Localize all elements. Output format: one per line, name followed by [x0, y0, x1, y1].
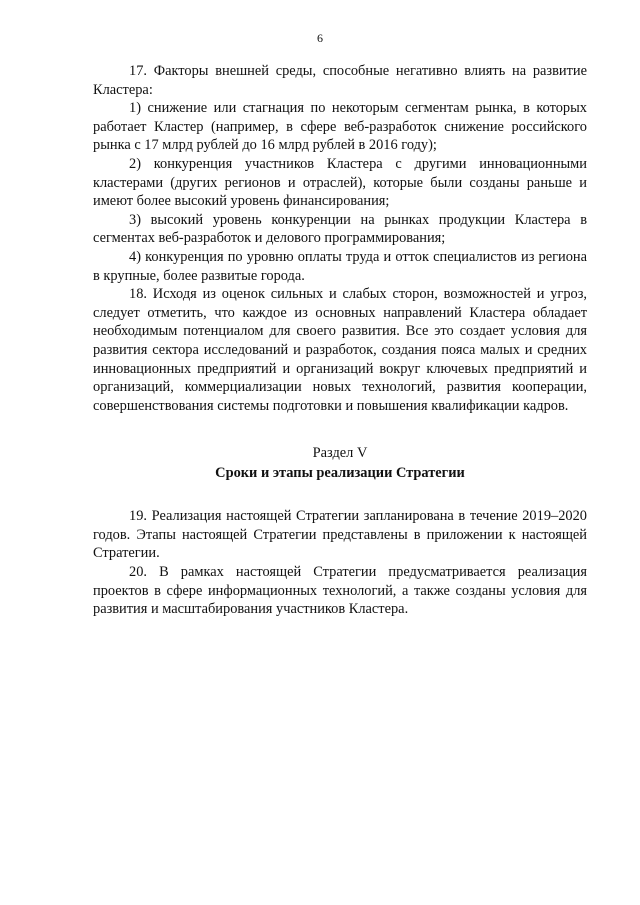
list-item-2: 2) конкуренция участников Кластера с другими инновационными кластерами (других регионов и отраслей), которые были созданы раньше и имеют более высокий уровень финансирования;: [93, 155, 587, 210]
list-item-1: 1) снижение или стагнация по некоторым сегментам рынка, в которых работает Кластер (например, в сфере веб-разработок снижение российского рынка с 17 млрд рублей до 16 млрд рублей в 2016 году);: [93, 100, 587, 154]
paragraph-20: 20. В рамках настоящей Стратегии предусматривается реализация проектов в сфере информационных технологий, а также созданы условия для развития и масштабирования участников Кластера.: [93, 564, 587, 618]
page-number: 6: [317, 31, 323, 45]
list-item-3: 3) высокий уровень конкуренции на рынках продукции Кластера в сегментах веб-разработок и делового программирования;: [93, 211, 587, 247]
section-label: Раздел V: [312, 445, 368, 462]
section-heading: [93, 443, 587, 483]
paragraph-17: 17. Факторы внешней среды, способные негативно влиять на развитие Кластера:: [93, 63, 587, 98]
paragraph-19: 19. Реализация настоящей Стратегии запланирована в течение 2019–2020 годов. Этапы настоящей Стратегии представлены в приложении к настоящей Стратегии.: [93, 508, 587, 562]
list-item-4: 4) конкуренция по уровню оплаты труда и отток специалистов из региона в крупные, более развитые города.: [93, 248, 587, 284]
paragraph-18: 18. Исходя из оценок сильных и слабых сторон, возможностей и угроз, следует отметить, что каждое из основных направлений Кластера обладает необходимым потенциалом для своего развития. Все это создает условия для развития сектора исследований и разработок, создания пояса малых и средних инновационных предприятий и организаций вокруг ключевых предприятий и организаций, коммерциализации новых технологий, развития кооперации, совершенствования системы подготовки и повышения квалификации кадров.: [93, 286, 587, 414]
section-title: Сроки и этапы реализации Стратегии: [215, 465, 465, 482]
document-body: [93, 62, 587, 619]
